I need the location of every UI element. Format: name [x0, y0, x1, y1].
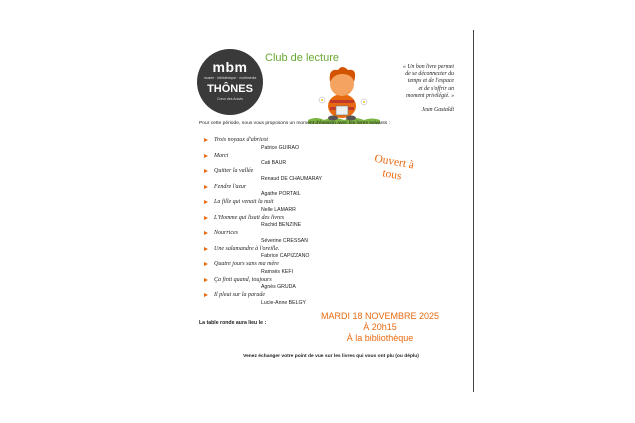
book-author: Renaud DE CHAUMARAY: [261, 175, 323, 182]
book-item: [204, 184, 364, 200]
event-date: MARDI 18 NOVEMBRE 2025: [320, 311, 440, 321]
arrow-bullet-icon: [204, 262, 208, 266]
arrow-bullet-icon: [204, 138, 208, 142]
book-author: Fabrice CAPIZZANO: [261, 253, 310, 259]
book-title: L'Homme qui lisait des livres: [214, 214, 285, 221]
book-title: Ça finit quand, toujours: [214, 276, 272, 283]
quote: [376, 64, 454, 100]
arrow-bullet-icon: [204, 278, 208, 282]
arrow-bullet-icon: [204, 185, 208, 189]
book-item: [204, 168, 364, 184]
arrow-bullet-icon: [204, 216, 208, 220]
logo-town: THÔNES: [207, 83, 253, 95]
book-title: Quitter la vallée: [214, 168, 254, 174]
quote-author: Jean Gastaldi: [421, 107, 454, 113]
book-item: [204, 246, 364, 262]
book-author: Rachid BENZINE: [261, 222, 302, 228]
book-author: Nelle LAMARR: [261, 206, 296, 213]
book-item: [204, 230, 364, 246]
book-title: Nourrices: [214, 230, 238, 236]
book-item: [204, 215, 364, 231]
logo-caption: Cœur des Aravis: [216, 97, 244, 101]
event-place: À la bibliothèque: [346, 333, 414, 343]
book-author: Agathe PORTAIL: [261, 191, 301, 197]
closing-text: Venez échanger votre point de vue sur les livres qui vous ont plu (ou déplu): [243, 354, 419, 359]
table-ronde-label: La table ronde aura lieu le :: [199, 320, 267, 326]
logo-name: mbm: [212, 59, 248, 75]
book-title: Une salamandre à l'oreille.: [214, 245, 280, 252]
book-item: [204, 153, 364, 169]
book-title: La fille qui venait la nuit: [214, 199, 274, 205]
book-list: [204, 137, 364, 308]
intro-text: Pour cette période, nous vous proposons un moment d'évasion avec les livres suivants :: [199, 121, 390, 126]
book-title: Quatre jours sans ma mère: [214, 261, 279, 267]
reading-character-illustration: [306, 62, 382, 124]
quote-line: moment privilégié. »: [406, 92, 454, 99]
book-author: Lucie-Anne BELGY: [261, 299, 306, 306]
arrow-bullet-icon: [204, 169, 208, 173]
event-time: À 20h15: [363, 322, 397, 332]
quote-line: temps et de l'espace: [407, 78, 454, 85]
arrow-bullet-icon: [204, 200, 208, 204]
book-item: [204, 292, 364, 308]
quote-line: et de s'offrir un: [418, 85, 454, 92]
book-title: Il pleut sur la parade: [214, 292, 265, 298]
book-title: Fendre l'azur: [214, 183, 247, 190]
book-item: [204, 261, 364, 277]
logo-subtitle: musée · bibliothèque · multimédia: [203, 76, 257, 80]
book-author: Patrice GUIRAO: [261, 144, 300, 151]
book-title: Marci: [214, 152, 229, 159]
page-edge: [473, 30, 474, 392]
arrow-bullet-icon: [204, 247, 208, 251]
book-author: Ramsès KEFI: [261, 268, 293, 275]
arrow-bullet-icon: [204, 154, 208, 158]
book-item: [204, 137, 364, 153]
book-item: [204, 199, 364, 215]
book-author: Agnès GRUDA: [261, 284, 296, 290]
arrow-bullet-icon: [204, 293, 208, 297]
book-title: Trois noyaux d'abricot: [214, 137, 269, 143]
arrow-bullet-icon: [204, 231, 208, 235]
book-item: [204, 277, 364, 293]
book-author: Séverine CRESSAN: [261, 237, 308, 244]
quote-line: de se déconnecter du: [405, 71, 454, 78]
event-details: [298, 311, 462, 344]
open-badge-line: tous: [381, 167, 403, 183]
page-title: Club de lecture: [265, 52, 339, 64]
book-author: Cati BAUR: [261, 160, 287, 166]
open-badge-line: Ouvert à: [373, 152, 415, 172]
quote-line: « Un bon livre permet: [403, 64, 454, 70]
